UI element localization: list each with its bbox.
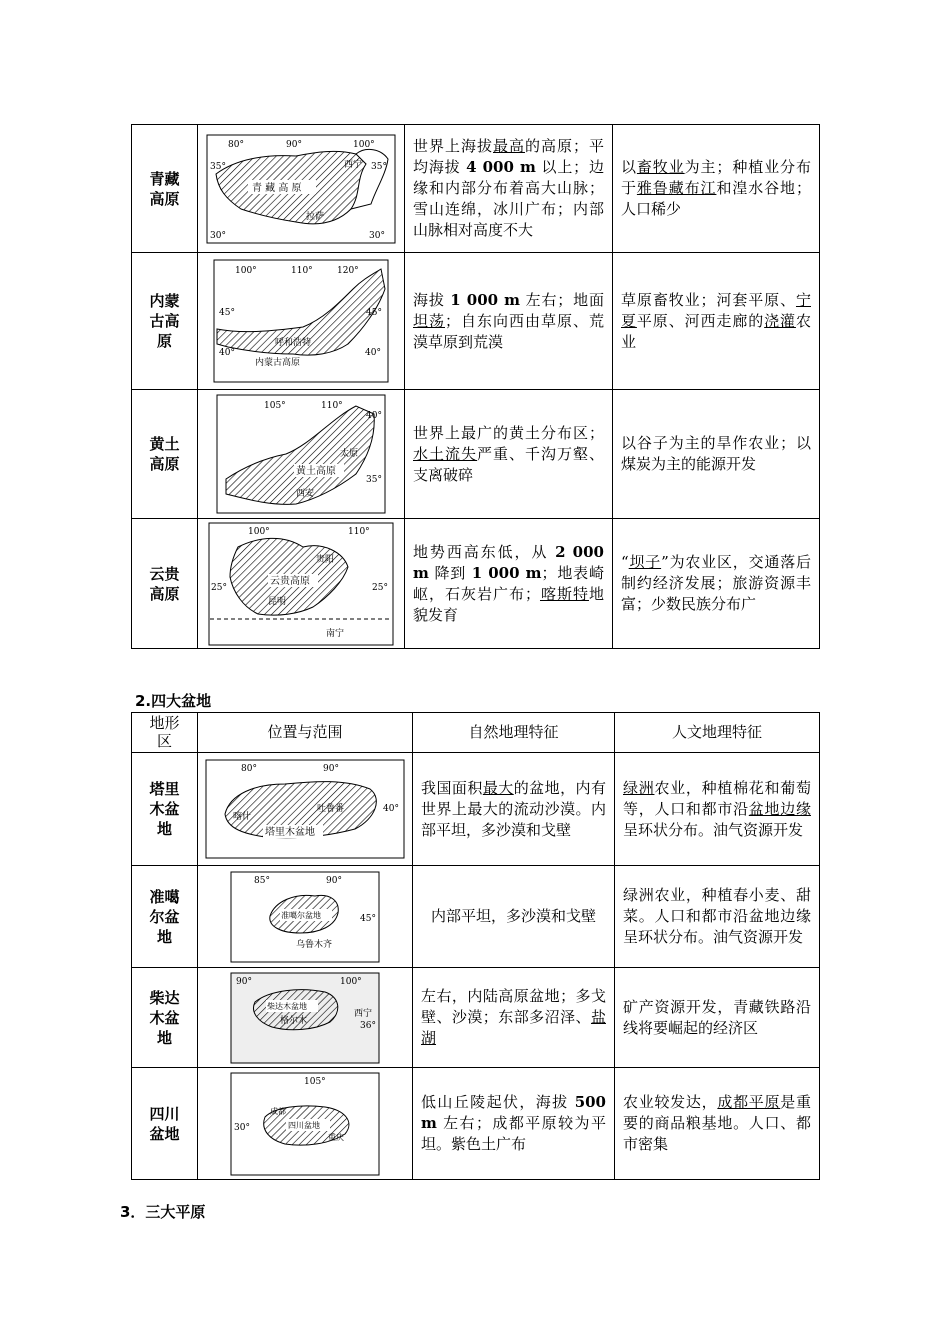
svg-text:云贵高原: 云贵高原	[270, 575, 310, 587]
svg-text:45°: 45°	[366, 308, 382, 318]
svg-text:80°: 80°	[228, 139, 244, 150]
svg-text:100°: 100°	[340, 976, 362, 987]
map-cell	[198, 866, 413, 968]
svg-text:105°: 105°	[304, 1076, 326, 1087]
svg-text:40°: 40°	[365, 348, 381, 358]
human-features: 农业较发达，成都平原是重要的商品粮基地。人口、都市密集	[615, 1068, 820, 1180]
svg-text:90°: 90°	[286, 139, 302, 150]
svg-text:90°: 90°	[236, 976, 252, 987]
svg-text:昆明: 昆明	[268, 596, 287, 607]
svg-text:80°: 80°	[241, 764, 257, 774]
natural-features: 我国面积最大的盆地，内有世界上最大的流动沙漠。内部平坦，多沙漠和戈壁	[413, 753, 615, 866]
human-features: “坝子”为农业区，交通落后制约经济发展；旅游资源丰富；少数民族分布广	[613, 519, 820, 649]
svg-text:成都: 成都	[270, 1106, 286, 1116]
svg-text:呼和浩特: 呼和浩特	[275, 338, 312, 348]
map-cell	[198, 519, 405, 649]
section-heading-plains: 3．三大平原	[120, 1203, 206, 1221]
svg-text:90°: 90°	[326, 875, 342, 886]
svg-text:四川盆地: 四川盆地	[288, 1120, 320, 1130]
natural-features: 世界上最广的黄土分布区；水土流失严重、千沟万壑、支离破碎	[405, 390, 613, 519]
svg-text:35°: 35°	[210, 161, 226, 172]
yungui-plateau-map	[208, 522, 394, 646]
table-row	[132, 866, 820, 968]
svg-text:40°: 40°	[219, 348, 235, 358]
table-row	[132, 390, 820, 519]
qinghai-tibet-map	[206, 134, 396, 244]
svg-text:25°: 25°	[211, 582, 227, 593]
map-cell	[198, 125, 405, 253]
svg-text:柴达木盆地: 柴达木盆地	[267, 1001, 307, 1011]
basin-table	[131, 712, 820, 1180]
svg-text:100°: 100°	[248, 526, 270, 537]
svg-text:乌鲁木齐: 乌鲁木齐	[296, 939, 333, 950]
junggar-basin-map	[230, 871, 380, 963]
landform-name: 青藏 高原	[132, 125, 198, 253]
map-cell	[198, 253, 405, 390]
natural-features: 世界上海拔最高的高原；平均海拔 4 000 m 以上；边缘和内部分布着高大山脉；雪山连绵，冰川广布；内部山脉相对高度不大	[405, 125, 613, 253]
svg-text:西安: 西安	[296, 489, 315, 499]
svg-text:120°: 120°	[337, 266, 359, 276]
svg-text:重庆: 重庆	[328, 1132, 344, 1142]
natural-features: 地势西高东低，从 2 000 m 降到 1 000 m；地表崎岖，石灰岩广布；喀斯特地貌发育	[405, 519, 613, 649]
natural-features: 低山丘陵起伏，海拔 500 m 左右；成都平原较为平坦。紫色土广布	[413, 1068, 615, 1180]
svg-text:贵阳: 贵阳	[316, 554, 335, 565]
svg-text:塔里木盆地: 塔里木盆地	[265, 827, 315, 838]
svg-text:25°: 25°	[372, 582, 388, 593]
svg-text:青 藏 高 原: 青 藏 高 原	[252, 182, 302, 194]
map-cell	[198, 968, 413, 1068]
natural-features: 内部平坦，多沙漠和戈壁	[413, 866, 615, 968]
column-header: 地形 区	[132, 713, 198, 753]
table-row	[132, 753, 820, 866]
svg-text:太原: 太原	[340, 449, 359, 459]
column-header: 位置与范围	[198, 713, 413, 753]
svg-text:喀什: 喀什	[233, 812, 252, 822]
svg-text:45°: 45°	[360, 913, 376, 924]
svg-text:南宁: 南宁	[326, 628, 345, 639]
tarim-basin-map	[205, 759, 405, 859]
map-cell	[198, 753, 413, 866]
svg-text:30°: 30°	[210, 230, 226, 241]
svg-text:45°: 45°	[219, 308, 235, 318]
sichuan-basin-map	[230, 1072, 380, 1176]
svg-text:格尔木: 格尔木	[280, 1015, 308, 1026]
svg-text:36°: 36°	[360, 1020, 376, 1031]
svg-text:35°: 35°	[366, 475, 382, 485]
landform-name: 黄土 高原	[132, 390, 198, 519]
map-cell	[198, 1068, 413, 1180]
table-row	[132, 253, 820, 390]
svg-text:110°: 110°	[321, 401, 343, 411]
loess-plateau-map	[216, 394, 386, 514]
human-features: 以畜牧业为主；种植业分布于雅鲁藏布江和湟水谷地；人口稀少	[613, 125, 820, 253]
svg-text:35°: 35°	[371, 161, 387, 172]
landform-name: 内蒙 古高 原	[132, 253, 198, 390]
landform-name: 柴达 木盆 地	[132, 968, 198, 1068]
plateau-table	[131, 124, 820, 649]
human-features: 矿产资源开发，青藏铁路沿线将要崛起的经济区	[615, 968, 820, 1068]
section-heading-basins: 2.四大盆地	[135, 692, 212, 710]
landform-name: 准噶 尔盆 地	[132, 866, 198, 968]
landform-name: 塔里 木盆 地	[132, 753, 198, 866]
svg-text:30°: 30°	[234, 1122, 250, 1133]
svg-text:吐鲁番: 吐鲁番	[317, 804, 345, 814]
svg-text:110°: 110°	[348, 526, 370, 537]
svg-text:40°: 40°	[383, 804, 399, 814]
table-row	[132, 968, 820, 1068]
table-header-row	[132, 713, 820, 753]
column-header: 人文地理特征	[615, 713, 820, 753]
inner-mongolia-map	[213, 259, 389, 383]
svg-text:90°: 90°	[323, 764, 339, 774]
svg-text:30°: 30°	[369, 230, 385, 241]
table-row	[132, 519, 820, 649]
svg-text:110°: 110°	[291, 266, 313, 276]
column-header: 自然地理特征	[413, 713, 615, 753]
qaidam-basin-map	[230, 972, 380, 1064]
svg-text:黄土高原: 黄土高原	[296, 466, 336, 477]
human-features: 绿洲农业，种植春小麦、甜菜。人口和都市沿盆地边缘呈环状分布。油气资源开发	[615, 866, 820, 968]
svg-text:100°: 100°	[235, 266, 257, 276]
human-features: 以谷子为主的旱作农业；以煤炭为主的能源开发	[613, 390, 820, 519]
human-features: 草原畜牧业；河套平原、宁夏平原、河西走廊的浇灌农业	[613, 253, 820, 390]
svg-text:西宁: 西宁	[354, 1008, 373, 1019]
natural-features: 左右，内陆高原盆地；多戈壁、沙漠；东部多沼泽、盐湖	[413, 968, 615, 1068]
landform-name: 云贵 高原	[132, 519, 198, 649]
svg-text:40°: 40°	[366, 411, 382, 421]
table-row	[132, 125, 820, 253]
svg-text:85°: 85°	[254, 875, 270, 886]
svg-text:准噶尔盆地: 准噶尔盆地	[281, 910, 321, 920]
landform-name: 四川 盆地	[132, 1068, 198, 1180]
table-row	[132, 1068, 820, 1180]
svg-text:105°: 105°	[264, 401, 286, 411]
svg-text:拉萨: 拉萨	[306, 211, 325, 222]
human-features: 绿洲农业，种植棉花和葡萄等，人口和都市沿盆地边缘呈环状分布。油气资源开发	[615, 753, 820, 866]
svg-text:西宁: 西宁	[344, 159, 363, 170]
map-cell	[198, 390, 405, 519]
svg-text:内蒙古高原: 内蒙古高原	[255, 358, 301, 368]
natural-features: 海拔 1 000 m 左右；地面坦荡；自东向西由草原、荒漠草原到荒漠	[405, 253, 613, 390]
svg-text:100°: 100°	[353, 139, 375, 150]
